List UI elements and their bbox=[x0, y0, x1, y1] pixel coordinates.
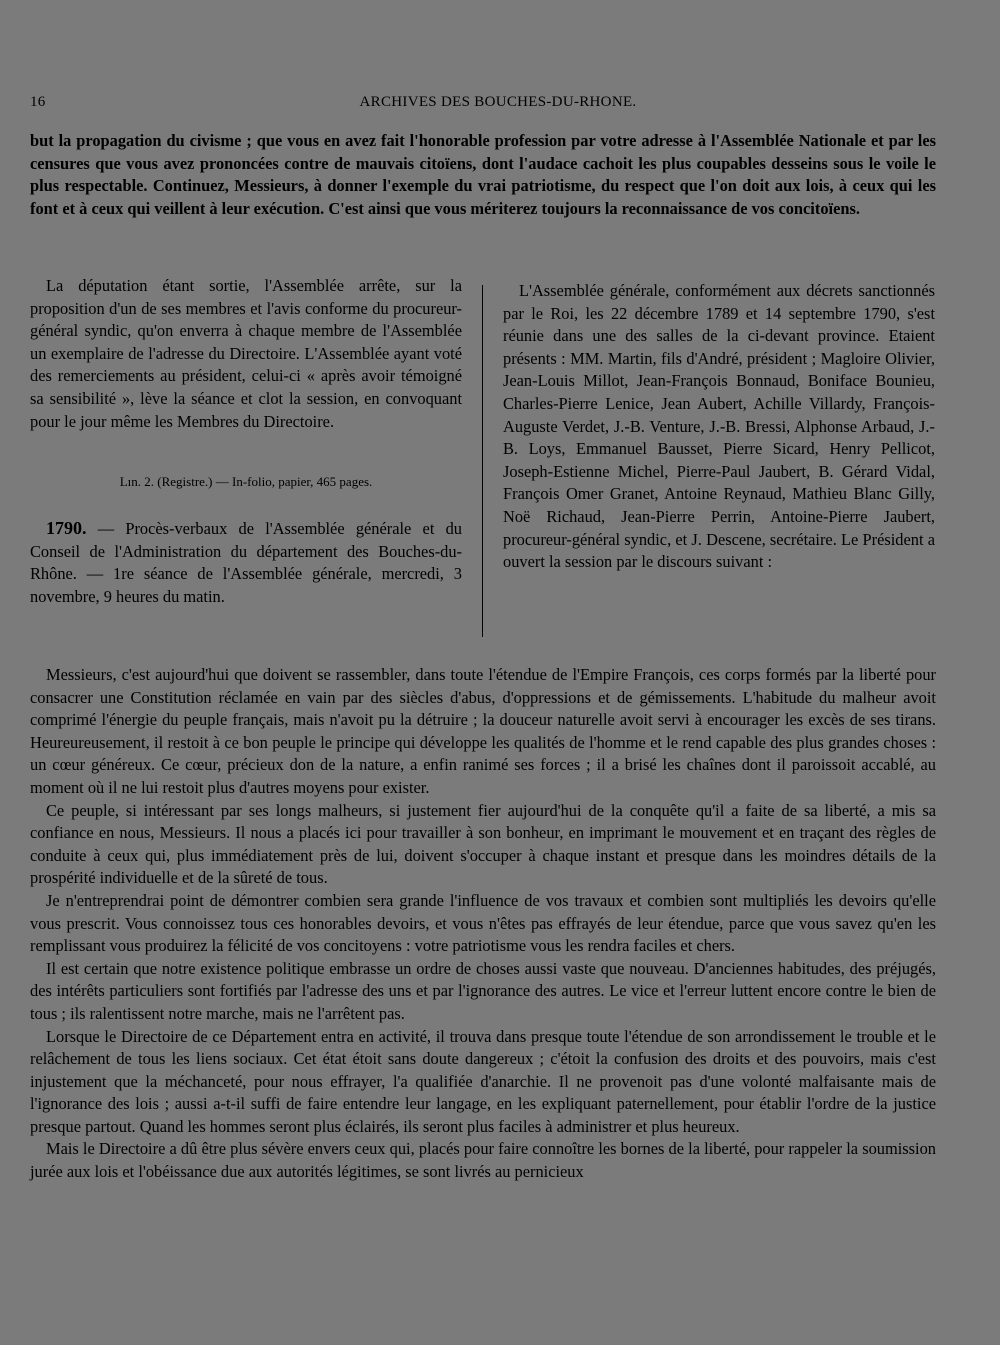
session-paragraph: L'Assemblée générale, conformément aux décrets sanctionnés par le Roi, les 22 décembre 1789 et 14 septembre 1790, s'est réunie dans une des salles de la ci-devant province. Etaient présents : MM. Martin, fils d'André, président ; Magloire Olivier, Jean-Louis Millot, Jean-François Bonnaud, Boniface Bounieu, Charles-Pierre Lenice, Jean Aubert, Achille Villardy, François-Auguste Verdet, J.-B. Venture, J.-B. Bressi, Alphonse Arbaud, J.-B. Loys, Emmanuel Bausset, Pierre Sicard, Henry Pellicot, Joseph-Estienne Michel, Pierre-Paul Jaubert, B. Gérard Vidal, François Omer Granet, Antoine Reynaud, Mathieu Blanc Gilly, Noë Richaud, Jean-Pierre Perrin, Antoine-Pierre Jaubert, procureur-général syndic, et J. Descene, secrétaire. Le Président a ouvert la session par le discours suivant : bbox=[503, 281, 935, 572]
entry-heading bbox=[30, 517, 462, 608]
speech-paragraph: Mais le Directoire a dû être plus sévère envers ceux qui, placés pour faire connoître les bornes de la liberté, pour rappeler la soumission jurée aux lois et l'obéissance due aux autorités légitimes, se sont livrés au pernicieux bbox=[30, 1139, 936, 1182]
speech bbox=[30, 664, 936, 1184]
closing-paragraph: La députation étant sortie, l'Assemblée arrête, sur la proposition d'un de ses membres et l'avis conforme du procureur-général syndic, qu'on enverra à chaque membre de l'Assemblée un exemplaire de l'adresse du Directoire. L'Assemblée ayant voté des remerciements au président, celui-ci « après avoir témoigné sa sensibilité », lève la séance et clot la session, en convoquant pour le jour même les Membres du Directoire. bbox=[30, 276, 462, 431]
speech-paragraph: Messieurs, c'est aujourd'hui que doivent se rassembler, dans toute l'étendue de l'Empire François, ces corps formés par la liberté pour consacrer une Constitution réclamée en vain par des siècles d'abus, d'oppressions et de gémissements. L'habitude du malheur avoit comprimé l'énergie du peuple français, mais n'avoit pu la détruire ; la douceur naturelle avoit servi à encourager les excès de ses tirans. Heureureusement, il restoit à ce bon peuple le principe qui développe les qualités de l'homme et le rend capable des plus grandes choses : un cœur généreux. Ce cœur, précieux don de la nature, a enfin ranimé ses forces ; il a brisé les chaînes dont il paroissoit accablé, au moment où il ne lui restoit plus d'autres moyens pour exister. bbox=[30, 665, 936, 797]
column-divider bbox=[482, 285, 483, 637]
page-header bbox=[30, 94, 966, 116]
speech-paragraph: Ce peuple, si intéressant par ses longs malheurs, si justement fier aujourd'hui de la conquête qu'il a faite de sa liberté, a mis sa confiance en nous, Messieurs. Il nous a placés ici pour travailler à son bonheur, en imprimant le mouvement et en traçant des règles de conduite à ceux qui, plus immédiatement près de lui, doivent s'occuper à chaque instant et presque dans les moindres détails de la prospérité individuelle et de la sûreté de tous. bbox=[30, 800, 936, 888]
right-column bbox=[503, 280, 935, 574]
intro-paragraph: but la propagation du civisme ; que vous en avez fait l'honorable profession par votre adresse à l'Assemblée Nationale et par les censures que vous avez prononcées contre de mauvais citoïens, dont l'audace cachoit les plus coupables desseins sous le voile le plus respectable. Continuez, Messieurs, à donner l'exemple du vrai patriotisme, du respect que l'on doit aux lois, à ceux qui les font et à ceux qui veillent à leur exécution. C'est ainsi que vous mériterez toujours la reconnaissance de vos concitoïens. bbox=[30, 131, 936, 218]
left-column bbox=[30, 275, 462, 609]
speech-paragraph: Il est certain que notre existence politique embrasse un ordre de choses aussi vaste que nouveau. D'anciennes habitudes, des préjugés, des intérêts particuliers sont fortifiés par l'adresse des uns et par l'ignorance des autres. Le vice et l'erreur luttent encore contre le bien de tous ; ils ralentissent notre marche, mais ne l'arrêtent pas. bbox=[30, 958, 936, 1023]
source-note: Lın. 2. (Registre.) — In-folio, papier, 465 pages. bbox=[119, 474, 373, 490]
running-title: ARCHIVES DES BOUCHES-DU-RHONE. bbox=[359, 94, 637, 110]
entry-date: 1790. bbox=[46, 518, 87, 539]
speech-paragraph: Lorsque le Directoire de ce Département entra en activité, il trouva dans presque toute l'étendue de son arrondissement le trouble et le relâchement de tous les liens sociaux. Cet état étoit sans doute dangereux ; c'étoit la confusion des droits et des pouvoirs, mais c'est injustement que la méchanceté, pour nous effrayer, l'a qualifiée d'anarchie. Il ne provenoit pas d'une volonté malfaisante mais de l'ignorance des lois ; aussi a-t-il suffi de faire entendre leur langage, en les expliquant paternellement, pour établir l'ordre de la justice presque partout. Quand les hommes seront plus éclairés, ils seront plus faciles à administrer et plus heureux. bbox=[30, 1026, 936, 1136]
page-number: 16 bbox=[30, 94, 46, 110]
entry-text: — Procès-verbaux de l'Assemblée générale et du Conseil de l'Administration du département des Bouches-du-Rhône. — 1re séance de l'Assemblée générale, mercredi, 3 novembre, 9 heures du matin. bbox=[30, 519, 462, 606]
speech-paragraph: Je n'entreprendrai point de démontrer combien sera grande l'influence de vos travaux et combien sont multipliés les devoirs qu'elle vous prescrit. Vous connoissez tous ces honorables devoirs, et vous n'êtes pas effrayés de leur étendue, parce que vous savez qu'en les remplissant vous produirez la félicité de vos concitoyens : votre patriotisme vous les rendra faciles et chers. bbox=[30, 890, 936, 956]
